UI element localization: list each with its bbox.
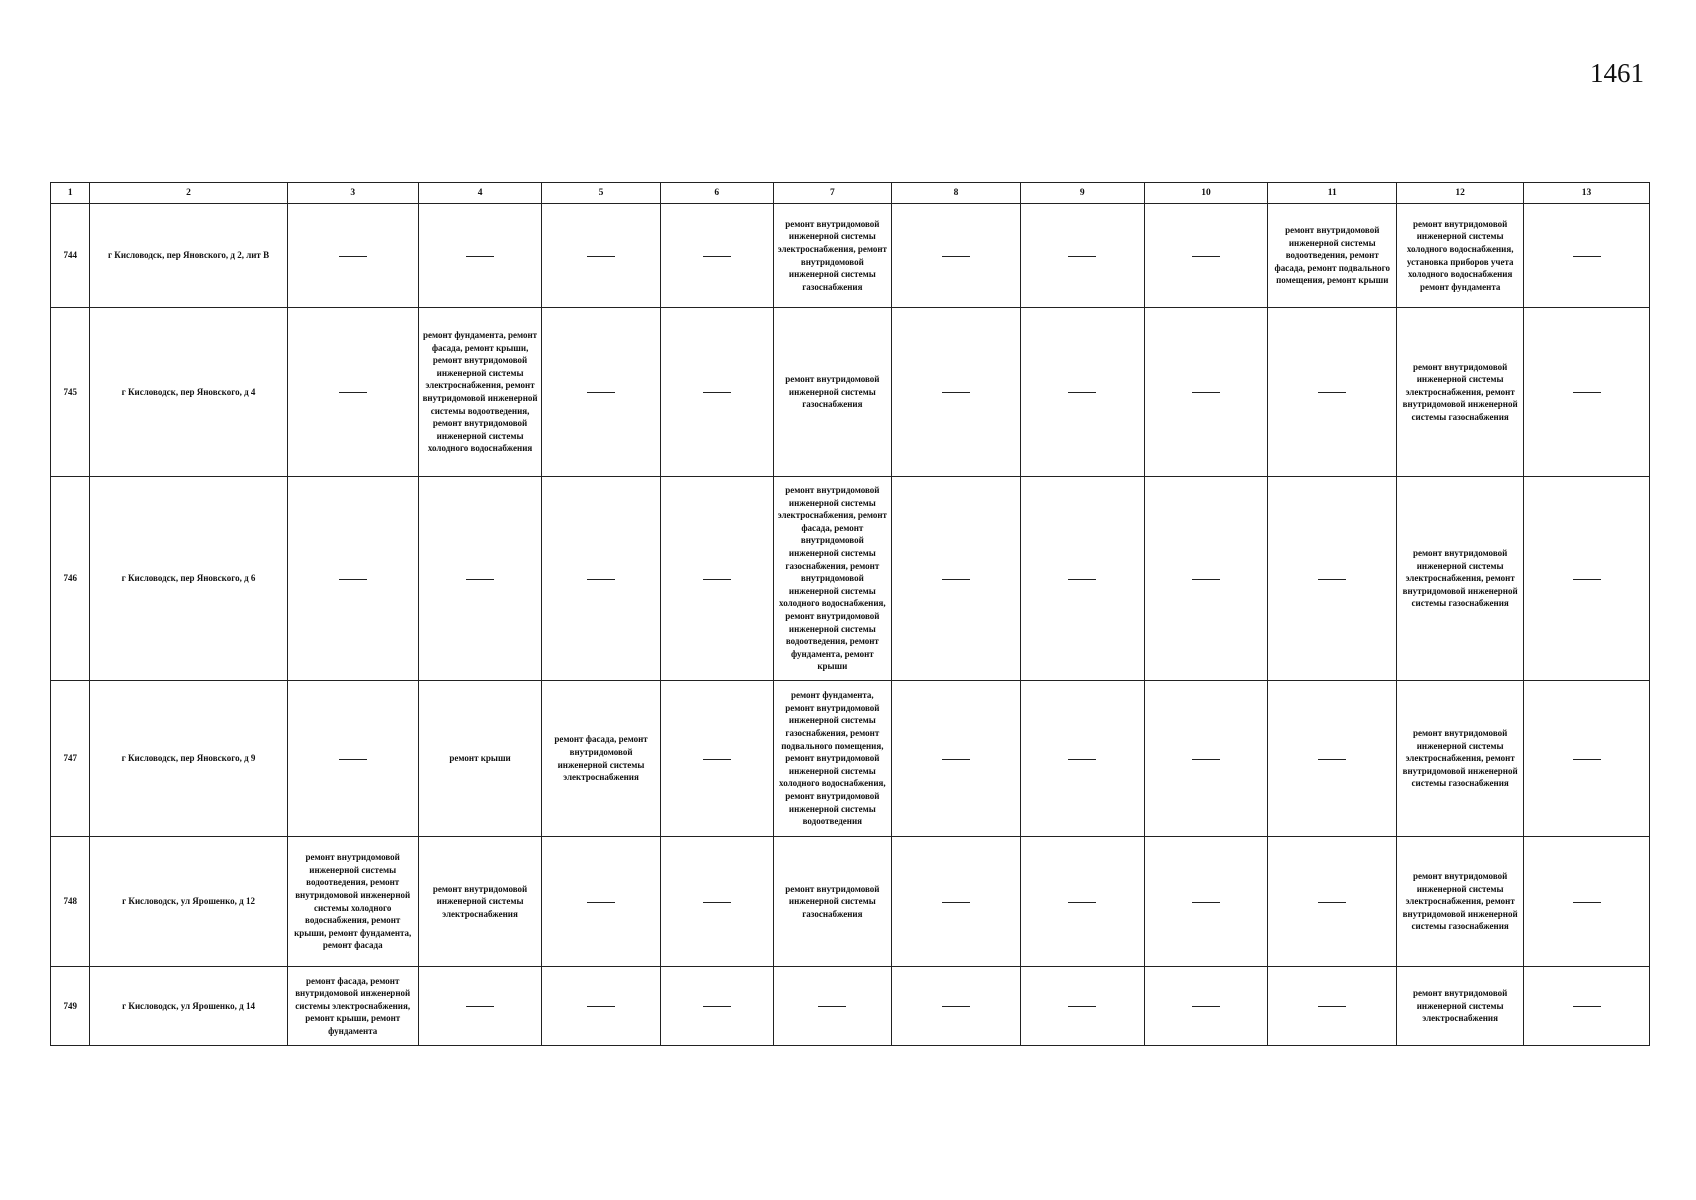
col-header-11: 11: [1268, 183, 1397, 204]
empty-dash: [1192, 392, 1220, 393]
cell-col-5: [542, 204, 660, 308]
cell-col-4: ремонт фундамента, ремонт фасада, ремонт крыши, ремонт внутридомовой инженерной системы электроснабжения, ремонт внутридомовой инженерной системы водоотведения, ремонт внутридомовой инженерной системы холодного водоснабжения: [418, 308, 542, 477]
row-address: г Кисловодск, пер Яновского, д 6: [90, 477, 287, 681]
cell-col-7: ремонт внутридомовой инженерной системы электроснабжения, ремонт фасада, ремонт внутридомовой инженерной системы газоснабжения, ремонт внутридомовой инженерной системы холодного водоснабжения, ремонт внутридомовой инженерной системы водоотведения, ремонт фундамента, ремонт крыши: [773, 477, 891, 681]
empty-dash: [1318, 759, 1346, 760]
row-address: г Кисловодск, пер Яновского, д 9: [90, 681, 287, 837]
cell-col-7: [773, 967, 891, 1046]
cell-col-5: [542, 308, 660, 477]
row-address: г Кисловодск, пер Яновского, д 2, лит В: [90, 204, 287, 308]
cell-col-8: [892, 681, 1021, 837]
empty-dash: [1068, 902, 1096, 903]
empty-dash: [1192, 759, 1220, 760]
empty-dash: [1068, 392, 1096, 393]
cell-col-13: [1524, 477, 1650, 681]
empty-dash: [339, 759, 367, 760]
cell-col-5: [542, 967, 660, 1046]
col-header-7: 7: [773, 183, 891, 204]
cell-col-7: ремонт внутридомовой инженерной системы электроснабжения, ремонт внутридомовой инженерной системы газоснабжения: [773, 204, 891, 308]
repair-register-table: [50, 182, 1650, 1046]
cell-col-4: [418, 967, 542, 1046]
cell-col-4: ремонт крыши: [418, 681, 542, 837]
cell-col-4: ремонт внутридомовой инженерной системы электроснабжения: [418, 837, 542, 967]
cell-col-11: [1268, 837, 1397, 967]
cell-col-6: [660, 204, 773, 308]
header-row: [51, 183, 1650, 204]
empty-dash: [466, 579, 494, 580]
col-header-2: 2: [90, 183, 287, 204]
empty-dash: [1068, 579, 1096, 580]
cell-col-12: ремонт внутридомовой инженерной системы электроснабжения, ремонт внутридомовой инженерной системы газоснабжения: [1397, 681, 1524, 837]
col-header-5: 5: [542, 183, 660, 204]
cell-col-9: [1020, 308, 1144, 477]
empty-dash: [703, 392, 731, 393]
cell-col-11: [1268, 308, 1397, 477]
cell-col-6: [660, 837, 773, 967]
empty-dash: [942, 759, 970, 760]
cell-col-12: ремонт внутридомовой инженерной системы электроснабжения, ремонт внутридомовой инженерной системы газоснабжения: [1397, 477, 1524, 681]
cell-col-10: [1144, 308, 1268, 477]
empty-dash: [1068, 256, 1096, 257]
empty-dash: [587, 902, 615, 903]
cell-col-8: [892, 837, 1021, 967]
col-header-1: 1: [51, 183, 90, 204]
empty-dash: [339, 579, 367, 580]
empty-dash: [1318, 392, 1346, 393]
empty-dash: [942, 392, 970, 393]
row-address: г Кисловодск, ул Ярошенко, д 12: [90, 837, 287, 967]
cell-col-3: [287, 204, 418, 308]
cell-col-4: [418, 204, 542, 308]
cell-col-13: [1524, 204, 1650, 308]
empty-dash: [1573, 759, 1601, 760]
empty-dash: [1192, 256, 1220, 257]
cell-col-3: [287, 308, 418, 477]
cell-col-9: [1020, 837, 1144, 967]
cell-col-4: [418, 477, 542, 681]
cell-col-13: [1524, 681, 1650, 837]
row-number: 749: [51, 967, 90, 1046]
cell-col-3: ремонт фасада, ремонт внутридомовой инженерной системы электроснабжения, ремонт крыши, ремонт фундамента: [287, 967, 418, 1046]
page-number: 1461: [1590, 58, 1644, 88]
cell-col-7: ремонт фундамента, ремонт внутридомовой инженерной системы газоснабжения, ремонт подвального помещения, ремонт внутридомовой инженерной системы холодного водоснабжения, ремонт внутридомовой инженерной системы водоотведения: [773, 681, 891, 837]
empty-dash: [703, 1006, 731, 1007]
table-row: [51, 204, 1650, 308]
col-header-13: 13: [1524, 183, 1650, 204]
empty-dash: [466, 1006, 494, 1007]
empty-dash: [1192, 1006, 1220, 1007]
col-header-12: 12: [1397, 183, 1524, 204]
row-number: 745: [51, 308, 90, 477]
cell-col-10: [1144, 967, 1268, 1046]
col-header-8: 8: [892, 183, 1021, 204]
empty-dash: [942, 902, 970, 903]
empty-dash: [1573, 579, 1601, 580]
cell-col-13: [1524, 308, 1650, 477]
empty-dash: [1068, 1006, 1096, 1007]
table-row: [51, 837, 1650, 967]
cell-col-10: [1144, 837, 1268, 967]
empty-dash: [1192, 902, 1220, 903]
empty-dash: [942, 1006, 970, 1007]
cell-col-9: [1020, 204, 1144, 308]
empty-dash: [587, 1006, 615, 1007]
empty-dash: [1573, 256, 1601, 257]
cell-col-3: [287, 477, 418, 681]
cell-col-12: ремонт внутридомовой инженерной системы электроснабжения, ремонт внутридомовой инженерной системы газоснабжения: [1397, 837, 1524, 967]
cell-col-10: [1144, 477, 1268, 681]
row-address: г Кисловодск, ул Ярошенко, д 14: [90, 967, 287, 1046]
cell-col-10: [1144, 204, 1268, 308]
cell-col-7: ремонт внутридомовой инженерной системы газоснабжения: [773, 308, 891, 477]
empty-dash: [587, 392, 615, 393]
row-number: 746: [51, 477, 90, 681]
empty-dash: [818, 1006, 846, 1007]
cell-col-11: ремонт внутридомовой инженерной системы водоотведения, ремонт фасада, ремонт подвального помещения, ремонт крыши: [1268, 204, 1397, 308]
cell-col-5: [542, 837, 660, 967]
empty-dash: [1318, 579, 1346, 580]
empty-dash: [1573, 1006, 1601, 1007]
cell-col-9: [1020, 477, 1144, 681]
empty-dash: [703, 579, 731, 580]
table-row: [51, 967, 1650, 1046]
row-address: г Кисловодск, пер Яновского, д 4: [90, 308, 287, 477]
empty-dash: [1318, 1006, 1346, 1007]
row-number: 747: [51, 681, 90, 837]
cell-col-3: ремонт внутридомовой инженерной системы водоотведения, ремонт внутридомовой инженерной системы холодного водоснабжения, ремонт крыши, ремонт фундамента, ремонт фасада: [287, 837, 418, 967]
empty-dash: [339, 392, 367, 393]
cell-col-6: [660, 681, 773, 837]
cell-col-8: [892, 967, 1021, 1046]
cell-col-10: [1144, 681, 1268, 837]
cell-col-8: [892, 308, 1021, 477]
cell-col-11: [1268, 967, 1397, 1046]
row-number: 744: [51, 204, 90, 308]
empty-dash: [1573, 392, 1601, 393]
col-header-10: 10: [1144, 183, 1268, 204]
row-number: 748: [51, 837, 90, 967]
empty-dash: [703, 902, 731, 903]
cell-col-6: [660, 308, 773, 477]
empty-dash: [339, 256, 367, 257]
cell-col-11: [1268, 681, 1397, 837]
empty-dash: [587, 256, 615, 257]
empty-dash: [466, 256, 494, 257]
empty-dash: [1068, 759, 1096, 760]
empty-dash: [942, 579, 970, 580]
cell-col-9: [1020, 681, 1144, 837]
cell-col-13: [1524, 967, 1650, 1046]
cell-col-9: [1020, 967, 1144, 1046]
table-row: [51, 477, 1650, 681]
empty-dash: [1318, 902, 1346, 903]
cell-col-12: ремонт внутридомовой инженерной системы электроснабжения, ремонт внутридомовой инженерной системы газоснабжения: [1397, 308, 1524, 477]
cell-col-5: [542, 477, 660, 681]
cell-col-11: [1268, 477, 1397, 681]
col-header-3: 3: [287, 183, 418, 204]
empty-dash: [703, 256, 731, 257]
table-row: [51, 681, 1650, 837]
cell-col-12: ремонт внутридомовой инженерной системы холодного водоснабжения, установка приборов учета холодного водоснабжения ремонт фундамента: [1397, 204, 1524, 308]
cell-col-5: ремонт фасада, ремонт внутридомовой инженерной системы электроснабжения: [542, 681, 660, 837]
empty-dash: [942, 256, 970, 257]
empty-dash: [587, 579, 615, 580]
cell-col-12: ремонт внутридомовой инженерной системы электроснабжения: [1397, 967, 1524, 1046]
cell-col-7: ремонт внутридомовой инженерной системы газоснабжения: [773, 837, 891, 967]
col-header-9: 9: [1020, 183, 1144, 204]
col-header-4: 4: [418, 183, 542, 204]
empty-dash: [1192, 579, 1220, 580]
empty-dash: [703, 759, 731, 760]
cell-col-8: [892, 477, 1021, 681]
cell-col-13: [1524, 837, 1650, 967]
cell-col-3: [287, 681, 418, 837]
cell-col-8: [892, 204, 1021, 308]
empty-dash: [1573, 902, 1601, 903]
cell-col-6: [660, 477, 773, 681]
cell-col-6: [660, 967, 773, 1046]
col-header-6: 6: [660, 183, 773, 204]
table-row: [51, 308, 1650, 477]
